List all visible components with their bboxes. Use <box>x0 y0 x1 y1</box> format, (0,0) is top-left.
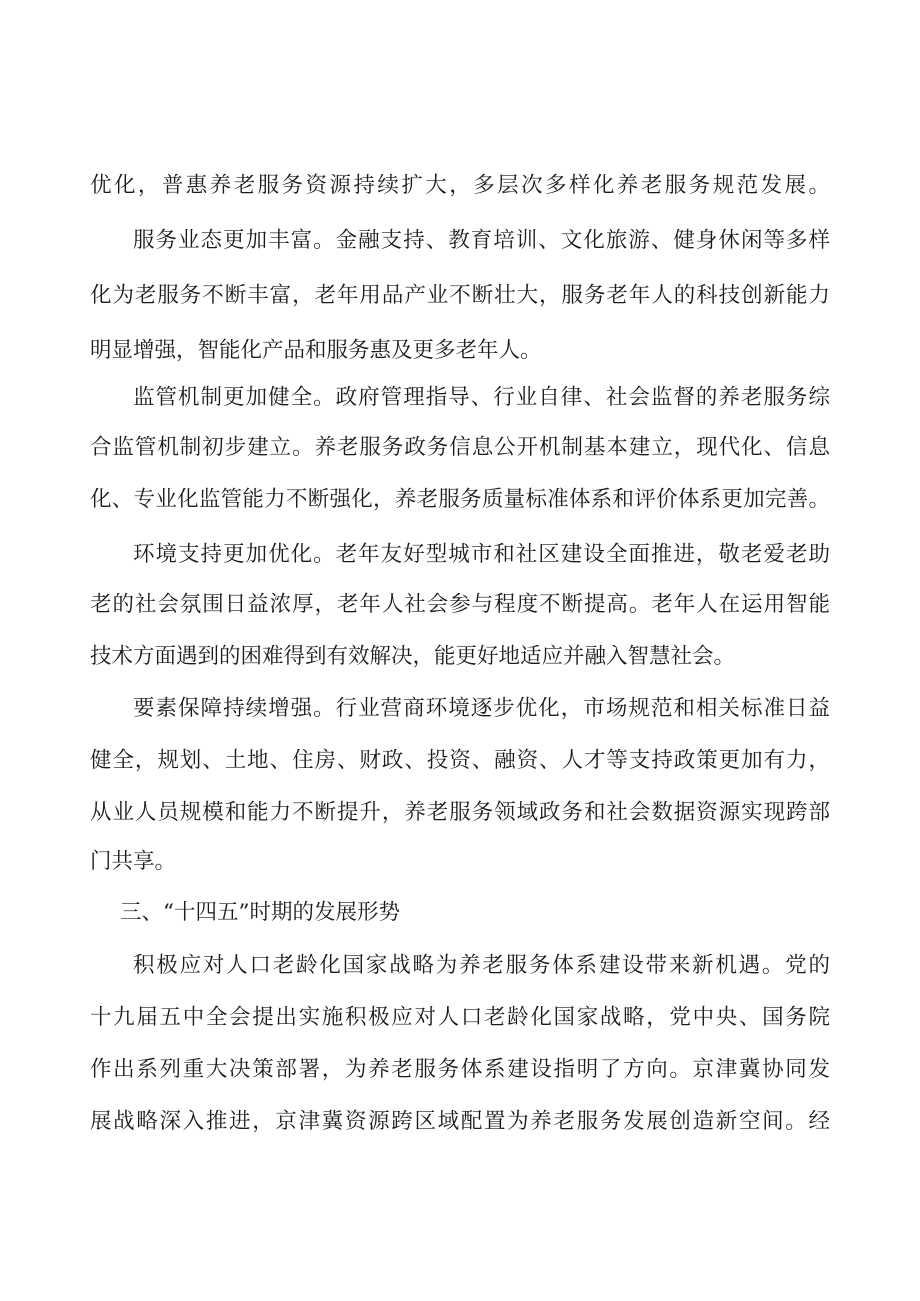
paragraph-line: 十九届五中全会提出实施积极应对人口老龄化国家战略，党中央、国务院 <box>90 1005 830 1030</box>
paragraph-line: 优化，普惠养老服务资源持续扩大，多层次多样化养老服务规范发展。 <box>90 173 830 198</box>
paragraph-line: 展战略深入推进，京津冀资源跨区域配置为养老服务发展创造新空间。经 <box>90 1109 830 1134</box>
paragraph-line: 技术方面遇到的困难得到有效解决，能更好地适应并融入智慧社会。 <box>90 644 736 669</box>
section-heading: 三、“十四五”时期的发展形势 <box>120 900 400 925</box>
paragraph-line: 化为老服务不断丰富，老年用品产业不断壮大，服务老年人的科技创新能力 <box>90 283 830 308</box>
paragraph-line: 监管机制更加健全。政府管理指导、行业自律、社会监督的养老服务综 <box>133 385 830 410</box>
paragraph-line: 环境支持更加优化。老年友好型城市和社区建设全面推进，敬老爱老助 <box>133 542 830 567</box>
paragraph-line: 老的社会氛围日益浓厚，老年人社会参与程度不断提高。老年人在运用智能 <box>90 592 830 617</box>
paragraph-line: 作出系列重大决策部署，为养老服务体系建设指明了方向。京津冀协同发 <box>90 1057 830 1082</box>
paragraph-line: 明显增强，智能化产品和服务惠及更多老年人。 <box>90 338 542 363</box>
paragraph-line: 服务业态更加丰富。金融支持、教育培训、文化旅游、健身休闲等多样 <box>133 228 830 253</box>
paragraph-line: 化、专业化监管能力不断强化，养老服务质量标准体系和评价体系更加完善。 <box>90 487 830 512</box>
paragraph-line: 合监管机制初步建立。养老服务政务信息公开机制基本建立，现代化、信息 <box>90 435 830 460</box>
paragraph-line: 要素保障持续增强。行业营商环境逐步优化，市场规范和相关标准日益 <box>133 696 830 721</box>
paragraph-line: 健全，规划、土地、住房、财政、投资、融资、人才等支持政策更加有力， <box>90 748 830 773</box>
paragraph-line: 门共享。 <box>90 849 177 874</box>
paragraph-line: 积极应对人口老龄化国家战略为养老服务体系建设带来新机遇。党的 <box>133 953 830 978</box>
paragraph-line: 从业人员规模和能力不断提升，养老服务领域政务和社会数据资源实现跨部 <box>90 800 830 825</box>
